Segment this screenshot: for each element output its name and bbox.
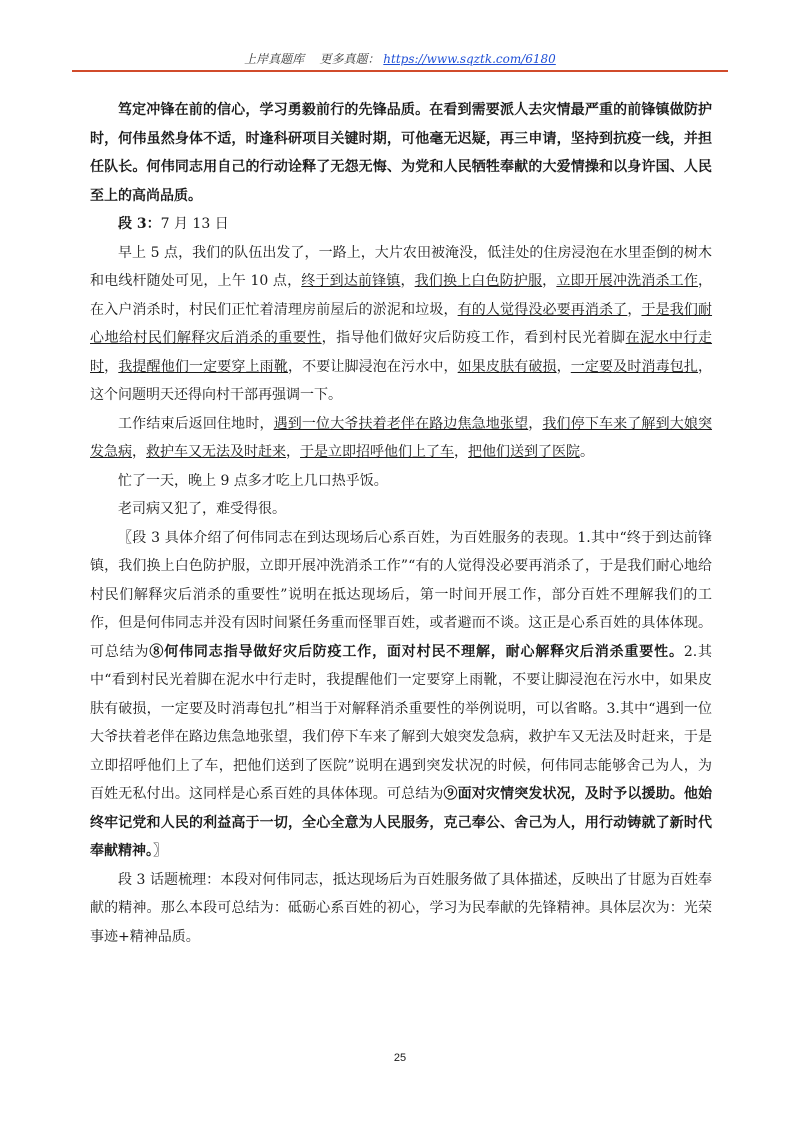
text-run: 工作结束后返回住地时， [118, 415, 274, 432]
text-run: ， [627, 301, 642, 318]
text-run: ，这个问题明天还得向村干部再强调一下。 [90, 358, 713, 403]
underlined-phrase: 于是我们耐心地给村民们解释灾后消杀的重要性 [90, 301, 713, 346]
text-run: ， [132, 444, 146, 460]
text-run: 早上 5 点，我们的队伍出发了，一路上，大片农田被淹没，低洼处的住房浸泡在水里歪倒的树木和电线杆随处可见，上午 10 点， [90, 244, 712, 289]
paragraph-return [90, 410, 712, 467]
header-more-label: 更多真题： [319, 52, 380, 66]
text-run: ，不要让脚浸泡在污水中， [287, 358, 458, 375]
document-body [90, 96, 712, 951]
text-run: ， [556, 358, 571, 375]
segment-label: 段 3： [118, 216, 161, 232]
paragraph-morning [90, 239, 712, 410]
text-run: 〖段 3 具体介绍了何伟同志在到达现场后心系百姓，为百姓服务的表现。1.其中“终于到达前锋镇，我们换上白色防护服，立即开展冲洗消杀工作”“有的人觉得没必要再消杀了，于是我们耐心地给村民们解释灾后消杀的重要性”说明在抵达现场后，第一时间开展工作，部分百姓不理解我们的工作，但是何伟同志并没有因时间紧任务重而怪罪百姓，或者避而不谈。这正是心系百姓的具体体现。可总结为 [90, 529, 712, 660]
topic-summary-paragraph: 段 3 话题梳理：本段对何伟同志，抵达现场后为百姓服务做了具体描述，反映出了甘愿为百姓奉献的精神。那么本段可总结为：砥砺心系百姓的初心，学习为民奉献的先锋精神。具体层次为：光荣事迹+精神品质。 [90, 871, 712, 945]
segment-date: 7 月 13 日 [160, 216, 229, 232]
summary-point-9: ⑨面对灾情突发状况，及时予以援助。他始终牢记党和人民的利益高于一切，全心全意为人民服务，克己奉公、舍己为人，用行动铸就了新时代奉献精神。 [90, 786, 713, 859]
analysis-paragraph [90, 524, 712, 866]
header-divider [72, 70, 728, 72]
underlined-phrase: 我提醒他们一定要穿上雨靴 [118, 358, 288, 375]
text-run: ， [104, 358, 119, 375]
summary-point-8: ⑧何伟同志指导做好灾后防疫工作，面对村民不理解，耐心解释灾后消杀重要性。 [149, 643, 684, 660]
text-run: ，在入户消杀时，村民们正忙着清理房前屋后的淤泥和垃圾， [90, 273, 713, 318]
page-number: 25 [393, 1052, 407, 1064]
underlined-phrase: 我们停下车来了解到大娘突发急病 [90, 415, 713, 460]
underlined-phrase: 在泥水中行走时 [90, 330, 713, 375]
underlined-phrase: 立即开展冲洗消杀工作 [556, 273, 699, 289]
text-run: ， [286, 444, 300, 460]
text-run: 〗 [153, 843, 167, 859]
text-run: ， [528, 415, 543, 432]
page-header [72, 50, 728, 67]
underlined-phrase: 遇到一位大爷扶着老伴在路边焦急地张望 [273, 415, 529, 432]
underlined-phrase: 救护车又无法及时赶来 [146, 444, 286, 460]
underlined-phrase: 于是立即招呼他们上了车 [300, 444, 454, 460]
segment-heading [90, 210, 712, 239]
header-brand: 上岸真题库 [244, 52, 305, 66]
text-run: ， [542, 273, 557, 289]
text-run: ， [454, 444, 468, 460]
underlined-phrase: 有的人觉得没必要再消杀了 [457, 301, 628, 318]
text-run: 2.其中“看到村民光着脚在泥水中行走时，我提醒他们一定要穿上雨靴，不要让脚浸泡在污水中，如果皮肤有破损，一定要及时消毒包扎”相当于对解释消杀重要性的举例说明，可以省略。3.其中“遇到一位大爷扶着老伴在路边焦急地张望，我们停下车来了解到大娘突发急病，救护车又无法及时赶来，于是立即招呼他们上了车，把他们送到了医院”说明在遇到突发状况的时候，何伟同志能够舍己为人，为百姓无私付出。这同样是心系百姓的具体体现。可总结为 [90, 643, 713, 802]
header-url-link[interactable]: https://www.sqztk.com/6180 [383, 52, 556, 66]
text-run: 。 [580, 444, 594, 460]
intro-paragraph: 笃定冲锋在前的信心，学习勇毅前行的先锋品质。在看到需要派人去灾情最严重的前锋镇做防护时，何伟虽然身体不适，时逢科研项目关键时期，可他毫无迟疑，再三申请，坚持到抗疫一线，并担任队长。何伟同志用自己的行动诠释了无怨无悔、为党和人民牺牲奉献的大爱情操和以身许国、人民至上的高尚品质。 [90, 102, 712, 204]
underlined-phrase: 如果皮肤有破损 [457, 358, 557, 375]
underlined-phrase: 我们换上白色防护服 [414, 273, 543, 289]
underlined-phrase: 把他们送到了医院 [468, 444, 580, 460]
text-run: ， [400, 273, 415, 289]
underlined-phrase: 一定要及时消毒包扎 [570, 358, 699, 375]
underlined-phrase: 终于到达前锋镇 [301, 273, 401, 289]
paragraph-illness: 老司病又犯了，难受得很。 [118, 501, 286, 517]
paragraph-dinner: 忙了一天，晚上 9 点多才吃上几口热乎饭。 [118, 472, 388, 489]
text-run: ，指导他们做好灾后防疫工作，看到村民光着脚 [321, 330, 626, 346]
